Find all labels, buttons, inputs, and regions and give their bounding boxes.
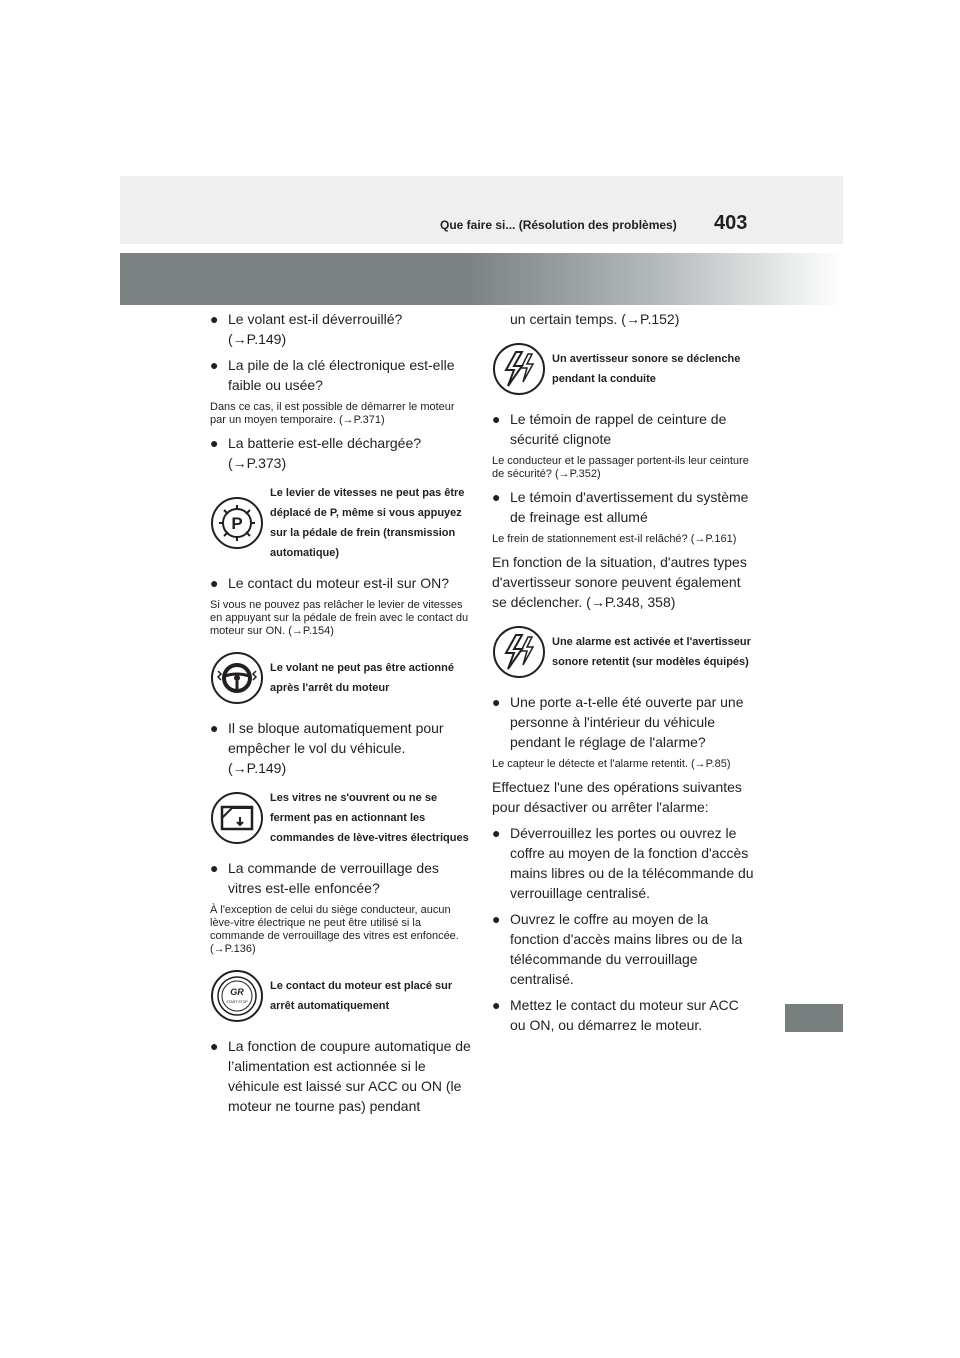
paragraph: En fonction de la situation, d'autres types d'avertisseur sonore peuvent également se déclencher. (→P.348, 358) [492,554,747,610]
warning-heading [210,483,472,563]
svg-text:P: P [231,514,243,533]
bullet-item: ● Le témoin de rappel de ceinture de sécurité clignote [492,411,727,447]
alarm-icon [492,625,546,679]
note-text: Le frein de stationnement est-il relâché? (→P.161) [492,533,737,545]
bullet-item: ● Mettez le contact du moteur sur ACC ou ON, ou démarrez le moteur. [492,997,739,1033]
warning-title: Le levier de vitesses ne peut pas être déplacé de P, même si vous appuyez sur la pédale de frein (transmission automatique) [270,487,465,559]
bullet-item: ● Ouvrez le coffre au moyen de la fonction d'accès mains libres ou de la télécommande du verrouillage centralisé. [492,911,743,987]
warning-heading [210,966,472,1026]
bullet-icon: ● [492,694,501,710]
warning-title: Le contact du moteur est placé sur arrêt automatiquement [270,980,453,1012]
note-text: Le conducteur et le passager portent-ils leur ceinture de sécurité? (→P.352) [492,455,749,480]
bullet-icon: ● [210,311,219,327]
bullet-icon: ● [492,825,501,841]
chapter-tab [785,1004,843,1032]
warning-title: Le volant ne peut pas être actionné après l'arrêt du moteur [270,662,454,694]
warning-heading [210,788,472,848]
bullet-item: ● La fonction de coupure automatique de l’alimentation est actionnée si le véhicule est laissé sur ACC ou ON (le moteur ne tourne pas) pendant [210,1038,471,1114]
page-header-title: Que faire si... (Résolution des problèmes) [440,218,677,232]
bullet-item: ● Le contact du moteur est-il sur ON? [210,575,449,591]
buzzer-icon [492,342,546,396]
bullet-icon: ● [492,489,501,505]
page-number: 403 [714,212,748,234]
bullet-item: ● Le volant est-il déverrouillé? (→P.149) [210,311,403,347]
bullet-item: ● Le témoin d'avertissement du système de freinage est allumé [492,489,749,525]
bullet-icon: ● [210,720,219,736]
warning-heading [492,622,754,682]
bullet-icon: ● [210,1038,219,1054]
warning-heading [492,339,754,399]
start-stop-button-icon [210,969,264,1023]
left-column [210,309,472,1122]
continued-text: un certain temps. (→P.152) [510,311,680,327]
bullet-icon: ● [492,411,501,427]
svg-text:GR: GR [230,987,244,997]
bullet-icon: ● [210,575,219,591]
note-text: Si vous ne pouvez pas relâcher le levier de vitesses en appuyant sur la pédale de frein avec le contact du moteur sur ON. (→P.154) [210,599,469,637]
bullet-item: ● Une porte a-t-elle été ouverte par une personne à l'intérieur du véhicule pendant le réglage de l'alarme? [492,694,744,750]
bullet-item: ● Déverrouillez les portes ou ouvrez le coffre au moyen de la fonction d'accès mains libres ou de la télécommande du verrouillage centralisé. [492,825,754,901]
right-column [492,309,754,1041]
warning-title: Un avertisseur sonore se déclenche pendant la conduite [552,353,741,385]
bullet-item: ● La batterie est-elle déchargée? (→P.373) [210,435,422,471]
bullet-item: ● La commande de verrouillage des vitres est-elle enfoncée? [210,860,439,896]
bullet-icon: ● [210,435,219,451]
warning-heading [210,648,472,708]
warning-title: Une alarme est activée et l'avertisseur sonore retentit (sur modèles équipés) [552,636,751,668]
paragraph: Effectuez l'une des opérations suivantes pour désactiver ou arrêter l'alarme: [492,779,742,815]
bullet-icon: ● [492,911,501,927]
gear-p-icon [210,496,264,550]
bullet-icon: ● [210,860,219,876]
power-window-icon [210,791,264,845]
bullet-item: ● La pile de la clé électronique est-elle faible ou usée? [210,357,455,393]
svg-text:START STOP: START STOP [226,1000,248,1004]
warning-title: Les vitres ne s'ouvrent ou ne se ferment pas en actionnant les commandes de lève-vitres électriques [270,792,469,844]
bullet-item: ● Il se bloque automatiquement pour empêcher le vol du véhicule. (→P.149) [210,720,444,776]
bullet-icon: ● [492,997,501,1013]
note-text: Le capteur le détecte et l'alarme retentit. (→P.85) [492,758,731,770]
note-text: Dans ce cas, il est possible de démarrer le moteur par un moyen temporaire. (→P.371) [210,401,455,426]
note-text: À l'exception de celui du siège conducteur, aucun lève-vitre électrique ne peut être utilisé si la commande de verrouillage des vitres est enfoncée. (→P.136) [210,904,459,955]
section-band [120,253,843,305]
steering-wheel-icon [210,651,264,705]
bullet-icon: ● [210,357,219,373]
